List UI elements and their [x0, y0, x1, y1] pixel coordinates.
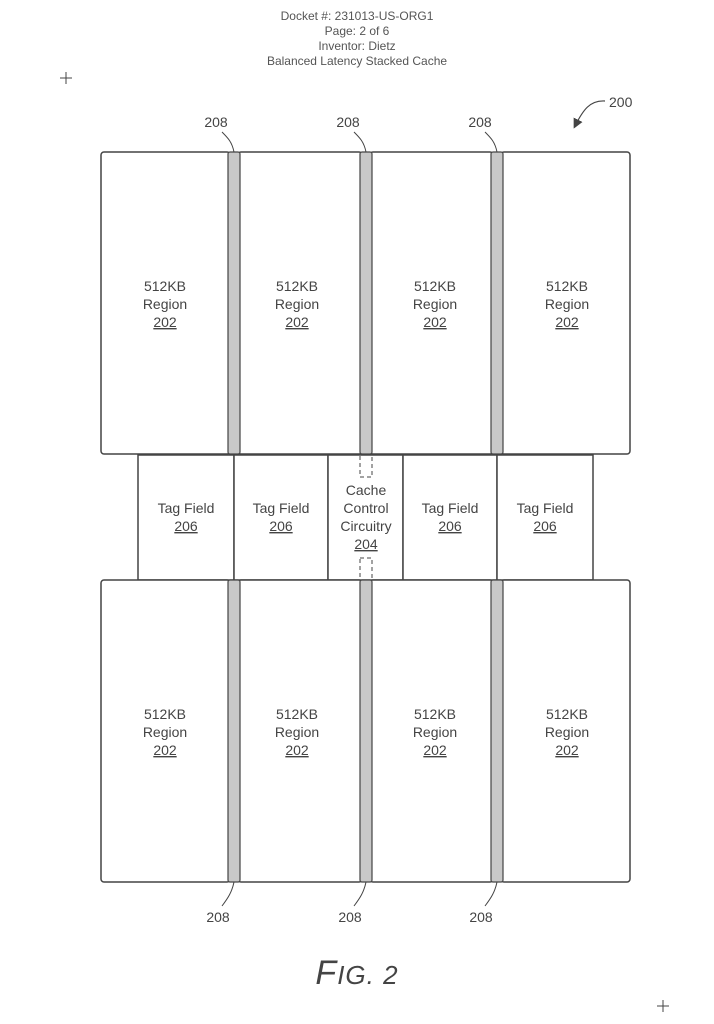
tag-field-label: Tag Field [421, 500, 479, 516]
middle-row [138, 455, 593, 580]
inventor: Inventor: Dietz [318, 39, 396, 53]
figure-ref-label: 200 [609, 94, 633, 110]
region-size-label: 512KB [275, 278, 319, 294]
region-size-label: 512KB [143, 706, 187, 722]
region-size-label: 512KB [413, 706, 457, 722]
tag-field-ref: 206 [438, 518, 462, 534]
region-ref: 202 [285, 742, 309, 758]
bus-ref-leader [485, 882, 497, 906]
bus-ref-label: 208 [338, 909, 362, 925]
bus-ref-leader [354, 132, 366, 152]
bus-ref-label: 208 [469, 909, 493, 925]
region-label: Region [274, 724, 320, 740]
figure-label-rest: IG. 2 [337, 960, 399, 990]
region-label: Region [412, 724, 458, 740]
bus-208 [360, 580, 372, 882]
figure-label-initial: F [315, 954, 338, 992]
bus-208 [491, 152, 503, 454]
registration-mark-bottom-right [657, 1000, 669, 1012]
bus-208 [491, 580, 503, 882]
bus-208 [360, 152, 372, 454]
region-ref: 202 [423, 314, 447, 330]
bus-ref-label: 208 [206, 909, 230, 925]
bus-ref-leader [222, 132, 234, 152]
bus-ref-leader [222, 882, 234, 906]
tag-field-label: Tag Field [252, 500, 310, 516]
region-label: Region [412, 296, 458, 312]
cache-control-ref: 204 [354, 536, 378, 552]
region-ref: 202 [555, 314, 579, 330]
tag-field-label: Tag Field [157, 500, 215, 516]
tag-field-ref: 206 [533, 518, 557, 534]
cache-control-label-line3: Circuitry [340, 518, 392, 534]
bus-ref-leader [354, 882, 366, 906]
cache-control-label-line1: Cache [345, 482, 387, 498]
bottom-bus-refs [206, 882, 497, 925]
region-size-label: 512KB [545, 706, 589, 722]
region-ref: 202 [423, 742, 447, 758]
registration-mark-top-left [60, 72, 72, 84]
region-label: Region [274, 296, 320, 312]
tag-field-ref: 206 [269, 518, 293, 534]
bus-ref-label: 208 [468, 114, 492, 130]
top-bus-refs [204, 114, 497, 152]
region-size-label: 512KB [143, 278, 187, 294]
bus-208 [228, 580, 240, 882]
region-label: Region [544, 724, 590, 740]
document-title: Balanced Latency Stacked Cache [266, 54, 448, 68]
tag-field-ref: 206 [174, 518, 198, 534]
region-label: Region [142, 724, 188, 740]
region-ref: 202 [153, 742, 177, 758]
bus-ref-label: 208 [204, 114, 228, 130]
figure-label [0, 954, 714, 993]
region-ref: 202 [285, 314, 309, 330]
region-ref: 202 [153, 314, 177, 330]
region-ref: 202 [555, 742, 579, 758]
bus-ref-label: 208 [336, 114, 360, 130]
cache-control-label-line2: Control [343, 500, 389, 516]
page-number: Page: 2 of 6 [324, 24, 390, 38]
figure-ref-arrow [575, 101, 605, 126]
region-label: Region [142, 296, 188, 312]
region-size-label: 512KB [413, 278, 457, 294]
region-label: Region [544, 296, 590, 312]
docket-number: Docket #: 231013-US-ORG1 [280, 9, 434, 23]
bus-208 [228, 152, 240, 454]
region-size-label: 512KB [275, 706, 319, 722]
bus-ref-leader [485, 132, 497, 152]
tag-field-label: Tag Field [516, 500, 574, 516]
region-size-label: 512KB [545, 278, 589, 294]
